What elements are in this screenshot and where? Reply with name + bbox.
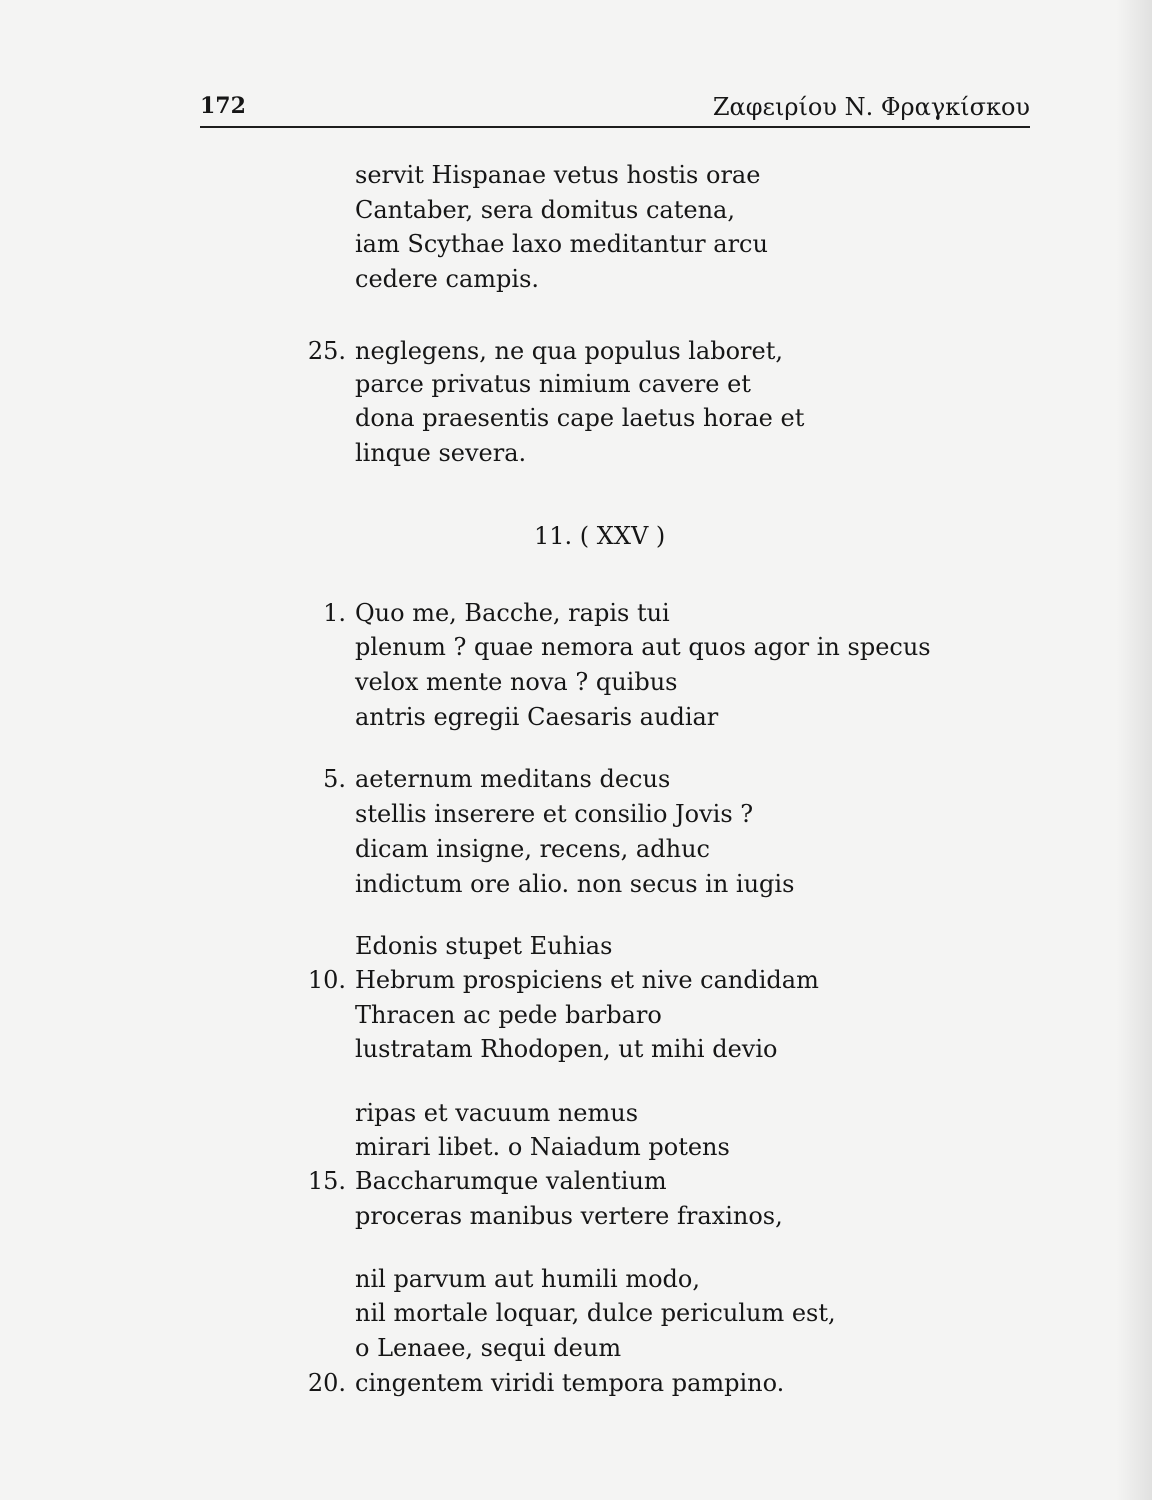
verse-line-number: 20. [307, 1369, 346, 1397]
verse-line: linque severa. [355, 439, 527, 467]
verse-line: dicam insigne, recens, adhuc [355, 835, 710, 863]
verse-line: Thracen ac pede barbaro [355, 1001, 662, 1029]
verse-line: mirari libet. o Naiadum potens [355, 1133, 730, 1161]
verse-line: aeternum meditans decus [355, 765, 671, 793]
verse-line: velox mente nova ? quibus [355, 668, 678, 696]
verse-line: antris egregii Caesaris audiar [355, 703, 719, 731]
page-number: 172 [200, 93, 246, 119]
verse-line: dona praesentis cape laetus horae et [355, 404, 805, 432]
verse-line-number: 15. [307, 1167, 346, 1195]
verse-line-number: 10. [307, 966, 346, 994]
verse-line: cingentem viridi tempora pampino. [355, 1369, 785, 1397]
running-head: Ζαφειρίου Ν. Φραγκίσκου [712, 93, 1030, 121]
verse-line: indictum ore alio. non secus in iugis [355, 870, 795, 898]
verse-line-number: 5. [323, 765, 346, 793]
verse-line: servit Hispanae vetus hostis orae [355, 161, 761, 189]
verse-line: cedere campis. [355, 265, 540, 293]
verse-line: Edonis stupet Euhias [355, 932, 613, 960]
verse-line: ripas et vacuum nemus [355, 1099, 639, 1127]
verse-line: lustratam Rhodopen, ut mihi devio [355, 1035, 778, 1063]
verse-line: plenum ? quae nemora aut quos agor in specus [355, 633, 931, 661]
verse-line: Cantaber, sera domitus catena, [355, 196, 735, 224]
verse-line: o Lenaee, sequi deum [355, 1334, 622, 1362]
verse-line: nil parvum aut humili modo, [355, 1265, 700, 1293]
verse-line: Quo me, Bacche, rapis tui [355, 599, 670, 627]
verse-line-number: 1. [323, 599, 346, 627]
verse-line: nil mortale loquar, dulce periculum est, [355, 1299, 836, 1327]
poem-heading: 11. ( XXV ) [534, 522, 666, 550]
verse-line: Hebrum prospiciens et nive candidam [355, 966, 819, 994]
verse-line: stellis inserere et consilio Jovis ? [355, 800, 754, 828]
verse-line: neglegens, ne qua populus laboret, [355, 337, 784, 365]
verse-line: Baccharumque valentium [355, 1167, 667, 1195]
verse-line: parce privatus nimium cavere et [355, 370, 751, 398]
verse-line: iam Scythae laxo meditantur arcu [355, 230, 768, 258]
verse-line: proceras manibus vertere fraxinos, [355, 1202, 783, 1230]
verse-line-number: 25. [307, 337, 346, 365]
